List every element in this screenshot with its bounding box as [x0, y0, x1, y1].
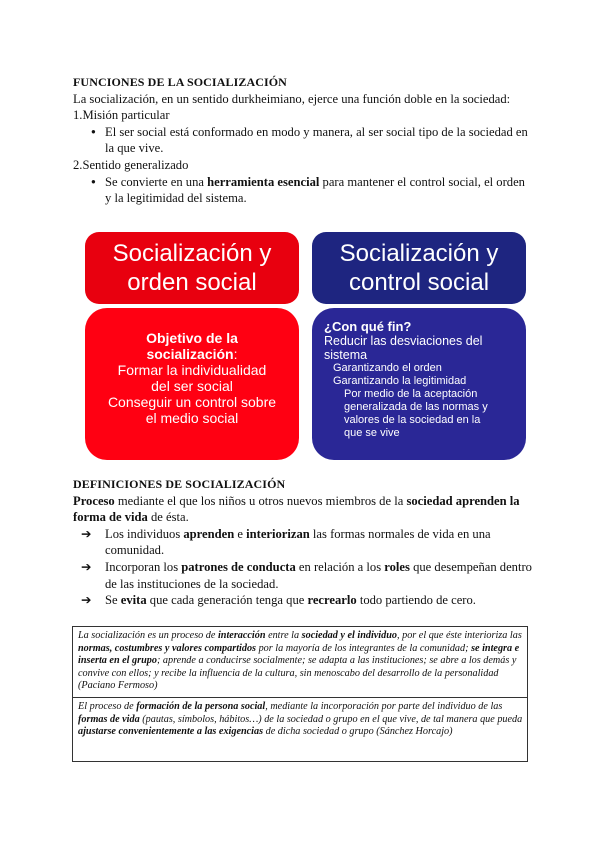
blue-sub3-4: que se vive — [344, 427, 400, 439]
a1-b2: interiorizan — [246, 526, 310, 541]
q1-b2: sociedad y el individuo — [301, 630, 397, 641]
a2-b1: patrones de conducta — [181, 559, 296, 574]
blue-line1: Reducir las desviaciones del — [324, 334, 483, 348]
quote-horcajo — [72, 698, 528, 762]
q2-t3: (pautas, símbolos, hábitos…) de la sociedad o grupo en el que vive, de tal manera que pueda — [139, 713, 523, 725]
a1-t1: Los individuos — [105, 526, 184, 541]
blue-sub3-2: generalizada de las normas y — [344, 401, 488, 413]
item2-list — [73, 174, 533, 207]
blue-title-line1: Socialización y — [339, 240, 499, 267]
control-social-body-box — [312, 308, 526, 460]
a2-b2: roles — [384, 559, 410, 574]
red-title-line2: orden social — [127, 269, 257, 296]
red-body-bold1: Objetivo de la — [146, 330, 238, 346]
definiciones-section — [73, 476, 535, 609]
q2-t1: El proceso de — [78, 701, 137, 712]
definiciones-arrow-list — [73, 526, 535, 609]
blue-line2: sistema — [324, 348, 368, 362]
q2-b3: ajustarse convenientemente a las exigencias — [78, 726, 264, 738]
red-body-line4: del ser social — [151, 378, 233, 394]
def-bold1: Proceso — [73, 493, 115, 508]
funciones-section — [73, 74, 533, 207]
a1-t3: las formas normales de vida en una comunidad. — [105, 526, 491, 558]
q2-t2: , mediante la incorporación por parte del individuo de las — [265, 701, 503, 712]
a3-t3: todo partiendo de cero. — [356, 593, 476, 608]
definiciones-heading: DEFINICIONES DE SOCIALIZACIÓN — [73, 477, 286, 491]
def-text1: mediante el que los niños u otros nuevos miembros de la — [114, 493, 407, 508]
red-body-line3: Formar la individualidad — [117, 362, 267, 378]
orden-social-title-box — [85, 232, 299, 304]
q2-t4: de dicha sociedad o grupo (Sánchez Horcajo) — [263, 726, 453, 738]
q1-t4: por la mayoría de los integrantes de la comunidad; — [256, 642, 472, 654]
arrow-item-1 — [81, 526, 535, 559]
item2-text-a: Se convierte en una — [105, 174, 208, 189]
q1-b1: interacción — [217, 630, 266, 641]
blue-sub2: Garantizando la legitimidad — [333, 375, 467, 387]
a1-t2: e — [234, 526, 247, 541]
quote-fermoso — [72, 626, 528, 698]
control-social-title-box — [312, 232, 526, 304]
q1-b3: normas, costumbres y valores compartidos — [78, 642, 257, 654]
blue-sub3-1: Por medio de la aceptación — [344, 388, 478, 400]
a2-t3: que desempeñan dentro de las instituciones de la sociedad. — [105, 559, 532, 591]
a2-t2: en relación a los — [295, 559, 385, 574]
a2-t1: Incorporan los — [105, 559, 182, 574]
funciones-heading: FUNCIONES DE LA SOCIALIZACIÓN — [73, 75, 287, 89]
item2-label: 2.Sentido generalizado — [73, 157, 189, 172]
item1-label: 1.Misión particular — [73, 108, 170, 123]
red-body-colon: : — [233, 346, 238, 362]
q1-t2: entre la — [265, 630, 302, 641]
item1-bullet: ● El ser social está conformado en modo y manera, al ser social tipo de la sociedad en la que vive. — [91, 124, 533, 157]
socialization-diagram — [79, 228, 533, 466]
a1-b1: aprenden — [183, 526, 235, 541]
q2-b2: formas de vida — [78, 713, 140, 725]
item1-list — [73, 124, 533, 157]
blue-sub1: Garantizando el orden — [333, 362, 442, 374]
red-body-line6: el medio social — [145, 410, 239, 426]
blue-question: ¿Con qué fin? — [324, 319, 412, 334]
blue-title-line2: control social — [348, 269, 490, 296]
funciones-intro: La socialización, en un sentido durkheimiano, ejerce una función doble en la sociedad: — [73, 91, 511, 106]
blue-sub3-3: valores de la sociedad en la — [344, 414, 481, 426]
definiciones-paragraph — [73, 493, 535, 526]
q1-t1: La socialización es un proceso de — [78, 630, 218, 641]
item2-bullet — [91, 174, 533, 207]
red-title-line1: Socialización y — [112, 240, 272, 267]
q1-t5: ; aprende a conducirse socialmente; se adapta a las instituciones; se abre a los demás y convive con ellos; y recibe la influencia de la cultura, sin menoscabo del desarrollo de la personalidad (Paciano Fermoso) — [78, 655, 517, 692]
item2-text-b: para mantener el control social, el orden y la legitimidad del sistema. — [105, 174, 525, 206]
q1-b4: se integra e inserta en el grupo — [78, 642, 520, 667]
a3-b1: evita — [120, 593, 147, 608]
arrow-icon: ➔ — [81, 526, 92, 541]
arrow-item-3 — [81, 592, 535, 609]
q1-t3: , por el que éste interioriza las — [397, 630, 522, 641]
red-body-bold2: socialización — [146, 346, 234, 362]
a3-t2: que cada generación tenga que — [146, 593, 308, 608]
q2-b1: formación de la persona social — [136, 701, 266, 712]
a3-t1: Se — [105, 593, 121, 608]
arrow-icon: ➔ — [81, 593, 92, 608]
red-body-line5: Conseguir un control sobre — [107, 394, 277, 410]
def-text2: de ésta. — [147, 510, 189, 525]
def-bold2: sociedad aprenden la forma de vida — [73, 493, 520, 525]
orden-social-body-box — [85, 308, 299, 460]
arrow-icon: ➔ — [81, 559, 92, 574]
item2-bold: herramienta esencial — [207, 174, 320, 189]
arrow-item-2 — [81, 559, 535, 592]
a3-b2: recrearlo — [307, 593, 357, 608]
